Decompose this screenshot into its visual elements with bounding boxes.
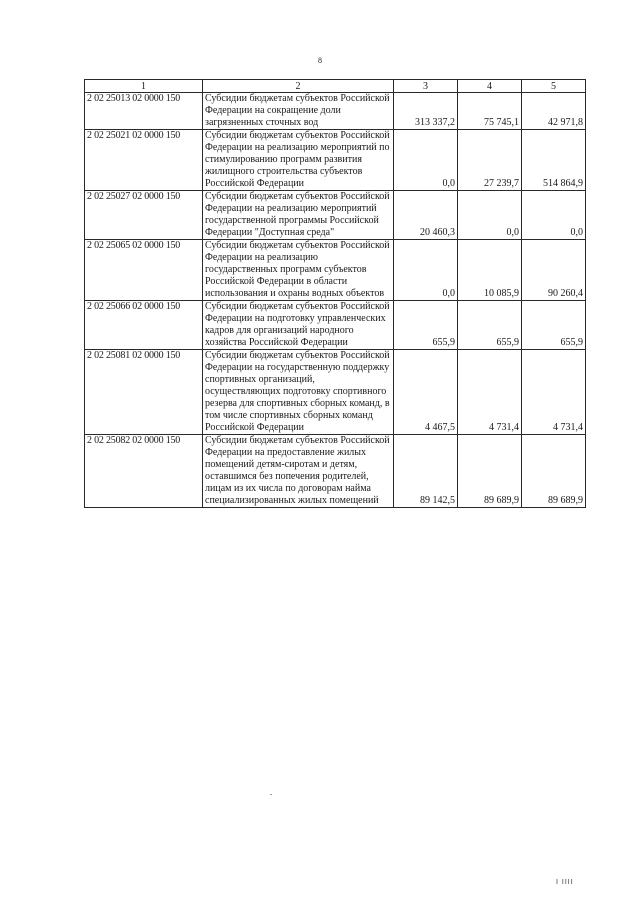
table-row [85,301,586,350]
amount-col4-cell: 4 731,4 [458,350,522,435]
amount-col4-cell: 655,9 [458,301,522,350]
amount-col5-cell: 89 689,9 [522,435,586,508]
subsidy-name-cell: Субсидии бюджетам субъектов Российской Федерации на подготовку управленческих кадров для организаций народного хозяйства Российской Федерации [203,301,394,350]
column-header-5: 5 [522,80,586,93]
amount-col5-cell: 655,9 [522,301,586,350]
amount-col4-cell: 89 689,9 [458,435,522,508]
subsidy-name-cell: Субсидии бюджетам субъектов Российской Федерации на предоставление жилых помещений детям-сиротам и детям, оставшимся без попечения родителей, лицам из их числа по договорам найма специализированных жилых помещений [203,435,394,508]
amount-col5-cell: 4 731,4 [522,350,586,435]
table-row [85,240,586,301]
budget-code-cell: 2 02 25066 02 0000 150 [85,301,203,350]
subsidy-name-cell: Субсидии бюджетам субъектов Российской Федерации на сокращение доли загрязненных сточных вод [203,93,394,130]
budget-code-cell: 2 02 25013 02 0000 150 [85,93,203,130]
table-row [85,130,586,191]
budget-revenue-table [84,79,586,508]
table-header-row [85,80,586,93]
amount-col3-cell: 0,0 [394,130,458,191]
amount-col3-cell: 4 467,5 [394,350,458,435]
subsidy-name-cell: Субсидии бюджетам субъектов Российской Федерации на государственную поддержку спортивных организаций, осуществляющих подготовку спортивного резерва для спортивных сборных команд, в том числе спортивных сборных команд Российской Федерации [203,350,394,435]
table-row [85,350,586,435]
subsidy-name-cell: Субсидии бюджетам субъектов Российской Федерации на реализацию мероприятий государственной программы Российской Федерации "Доступная среда" [203,191,394,240]
column-header-4: 4 [458,80,522,93]
subsidy-name-cell: Субсидии бюджетам субъектов Российской Федерации на реализацию государственных программ субъектов Российской Федерации в области использования и охраны водных объектов [203,240,394,301]
budget-code-cell: 2 02 25021 02 0000 150 [85,130,203,191]
amount-col3-cell: 0,0 [394,240,458,301]
amount-col5-cell: 42 971,8 [522,93,586,130]
page-number: 8 [318,56,322,65]
amount-col4-cell: 0,0 [458,191,522,240]
amount-col5-cell: 0,0 [522,191,586,240]
subsidy-name-cell: Субсидии бюджетам субъектов Российской Федерации на реализацию мероприятий по стимулированию программ развития жилищного строительства субъектов Российской Федерации [203,130,394,191]
budget-code-cell: 2 02 25081 02 0000 150 [85,350,203,435]
table-row [85,435,586,508]
scan-speck [270,794,272,795]
amount-col4-cell: 10 085,9 [458,240,522,301]
column-header-2: 2 [203,80,394,93]
amount-col3-cell: 313 337,2 [394,93,458,130]
column-header-1: 1 [85,80,203,93]
amount-col5-cell: 514 864,9 [522,130,586,191]
amount-col4-cell: 75 745,1 [458,93,522,130]
amount-col5-cell: 90 260,4 [522,240,586,301]
scan-footer-mark: I IIII [556,879,574,886]
amount-col3-cell: 89 142,5 [394,435,458,508]
amount-col3-cell: 655,9 [394,301,458,350]
amount-col3-cell: 20 460,3 [394,191,458,240]
table-row [85,93,586,130]
budget-code-cell: 2 02 25082 02 0000 150 [85,435,203,508]
column-header-3: 3 [394,80,458,93]
budget-code-cell: 2 02 25027 02 0000 150 [85,191,203,240]
budget-code-cell: 2 02 25065 02 0000 150 [85,240,203,301]
amount-col4-cell: 27 239,7 [458,130,522,191]
table-row [85,191,586,240]
